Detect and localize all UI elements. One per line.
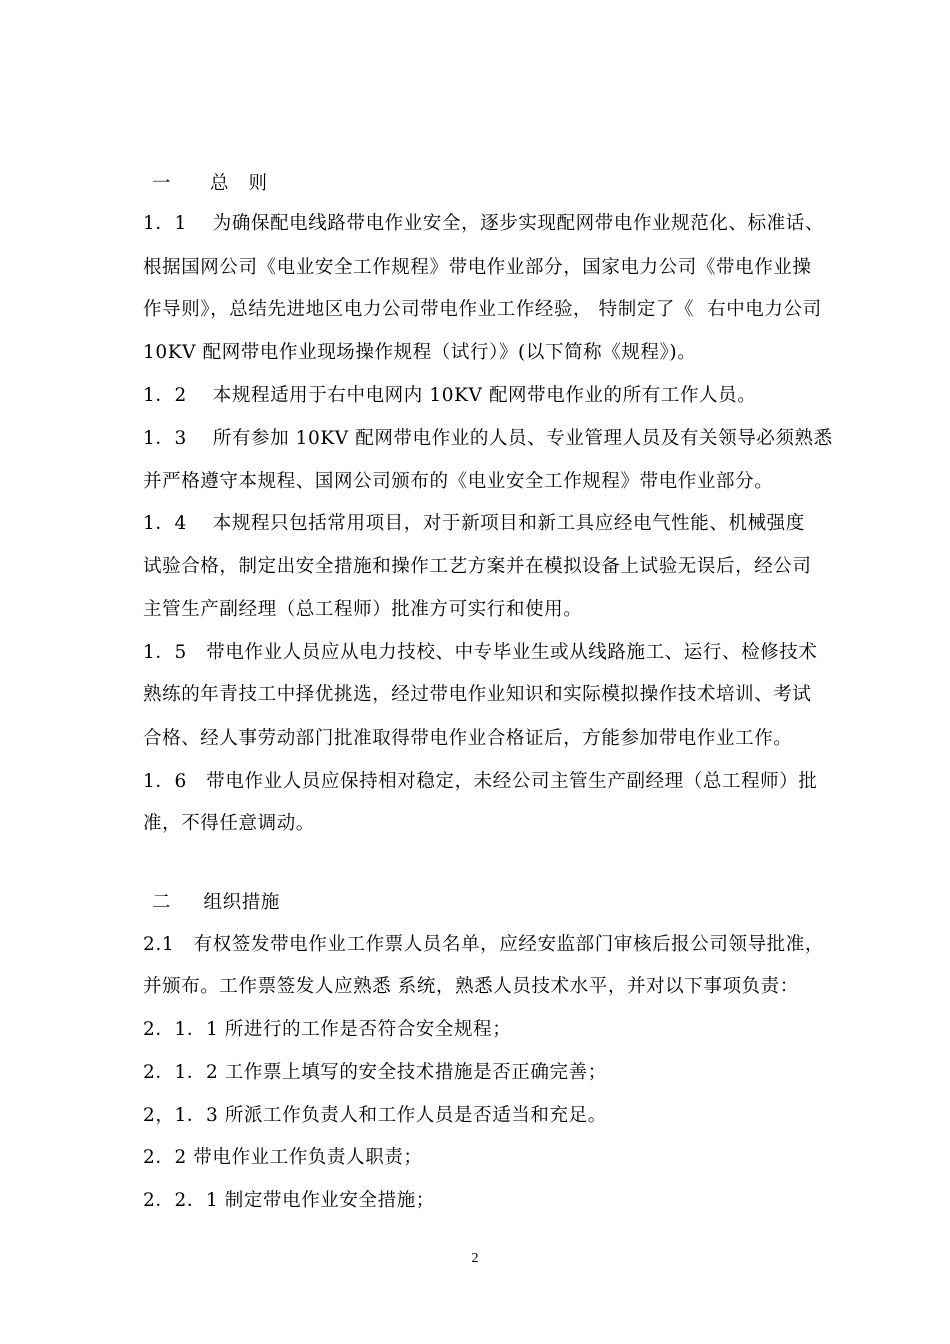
paragraph-line: 2．1．1 所进行的工作是否符合安全规程； xyxy=(143,1019,512,1040)
paragraph-line: 主管生产副经理（总工程师）批准方可实行和使用。 xyxy=(143,599,583,620)
paragraph-line: 2．2 带电作业工作负责人职责； xyxy=(143,1147,423,1168)
paragraph-line: 1．1 为确保配电线路带电作业安全，逐步实现配网带电作业规范化、标准话、 xyxy=(143,213,824,234)
paragraph-line: 合格、经人事劳动部门批准取得带电作业合格证后，方能参加带电作业工作。 xyxy=(143,728,793,749)
paragraph-line: 2.1 有权签发带电作业工作票人员名单，应经安监部门审核后报公司领导批准， xyxy=(143,934,824,955)
paragraph-line: 作导则》，总结先进地区电力公司带电作业工作经验， 特制定了《 右中电力公司 xyxy=(143,299,822,320)
paragraph-line: 2，1．3 所派工作负责人和工作人员是否适当和充足。 xyxy=(143,1105,607,1126)
section-1-heading: 一 总 则 xyxy=(152,173,268,194)
paragraph-line: 2．1．2 工作票上填写的安全技术措施是否正确完善； xyxy=(143,1062,607,1083)
paragraph-line: 1．2 本规程适用于右中电网内 10KV 配网带电作业的所有工作人员。 xyxy=(143,385,757,406)
page-number: 2 xyxy=(471,1251,479,1266)
paragraph-line: 1．4 本规程只包括常用项目，对于新项目和新工具应经电气性能、机械强度 xyxy=(143,513,805,534)
paragraph-line: 准，不得任意调动。 xyxy=(143,813,315,834)
paragraph-line: 并颁布。工作票签发人应熟悉 系统，熟悉人员技术水平，并对以下事项负责： xyxy=(143,976,799,997)
paragraph-line: 2．2．1 制定带电作业安全措施； xyxy=(143,1190,435,1211)
section-2-heading: 二 组织措施 xyxy=(152,892,280,913)
paragraph-line: 1．6 带电作业人员应保持相对稳定，未经公司主管生产副经理（总工程师）批 xyxy=(143,771,818,792)
paragraph-line: 1．5 带电作业人员应从电力技校、中专毕业生或从线路施工、运行、检修技术 xyxy=(143,642,818,663)
paragraph-line: 根据国网公司《电业安全工作规程》带电作业部分，国家电力公司《带电作业操 xyxy=(143,257,812,278)
paragraph-line: 熟练的年青技工中择优挑选，经过带电作业知识和实际模拟操作技术培训、考试 xyxy=(143,684,812,705)
paragraph-line: 10KV 配网带电作业现场操作规程（试行）》(以下简称《规程》)。 xyxy=(143,342,697,363)
paragraph-line: 并严格遵守本规程、国网公司颁布的《电业安全工作规程》带电作业部分。 xyxy=(143,471,774,492)
paragraph-line: 试验合格，制定出安全措施和操作工艺方案并在模拟设备上试验无误后，经公司 xyxy=(143,556,812,577)
paragraph-line: 1．3 所有参加 10KV 配网带电作业的人员、专业管理人员及有关领导必须熟悉 xyxy=(143,428,833,449)
